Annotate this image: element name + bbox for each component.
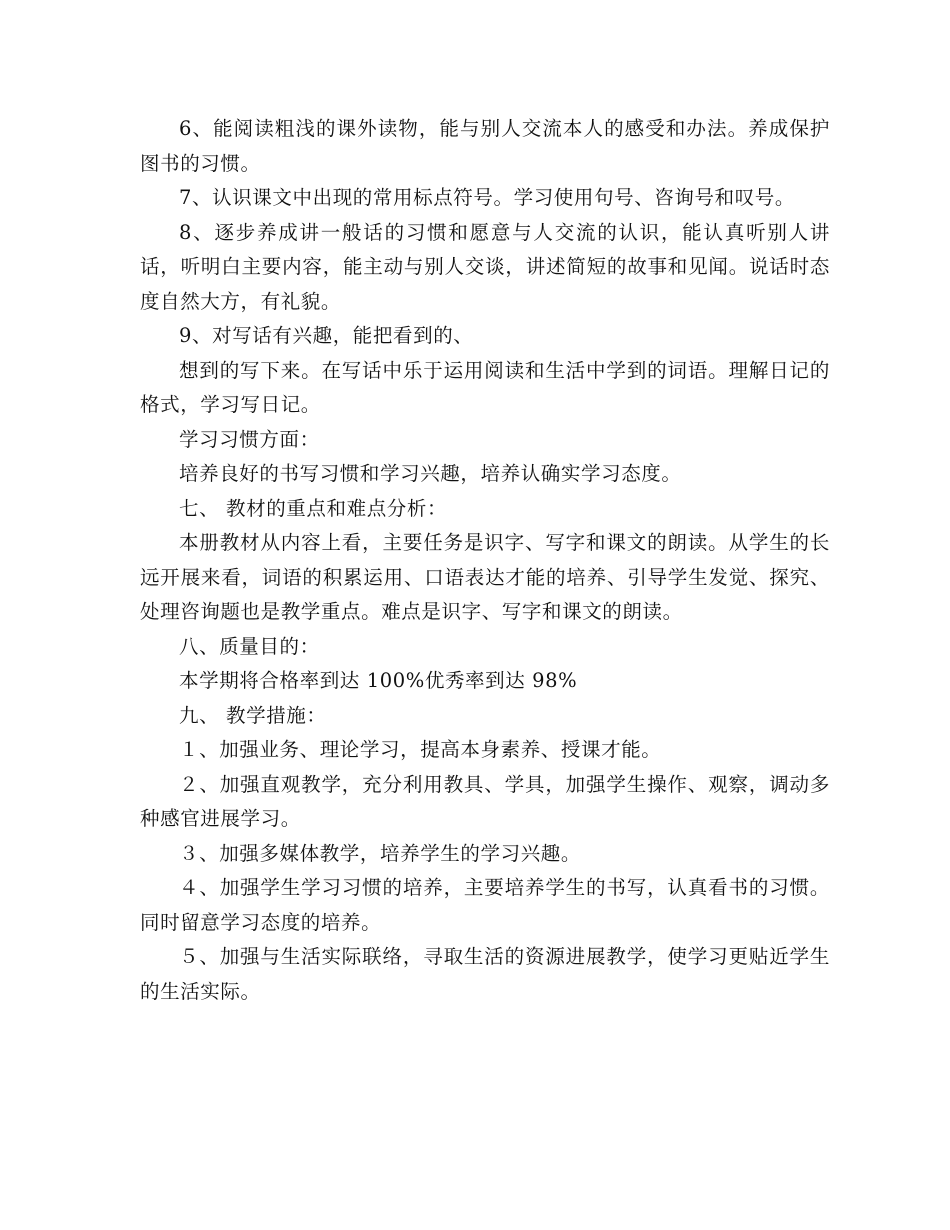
paragraph-9: 9、对写话有兴趣，能把看到的、 bbox=[179, 324, 474, 347]
section-8-text: 本学期将合格率到达 100%优秀率到达 98% bbox=[179, 669, 578, 692]
section-7-text: 本册教材从内容上看，主要任务是识字、写字和课文的朗读。从学生的长远开展来看，词语的积累运用、口语表达才能的培养、引导学生发觉、探究、处理咨询题也是教学重点。难点是识字、写字和课文的朗读。 bbox=[140, 531, 830, 623]
section-9-heading: 九、 教学措施： bbox=[179, 703, 327, 727]
section-8-heading: 八、质量目的： bbox=[179, 634, 320, 658]
measure-3: ３、加强多媒体教学，培养学生的学习兴趣。 bbox=[179, 841, 582, 865]
paragraph-8: 8、逐步养成讲一般话的习惯和愿意与人交流的认识，能认真听别人讲话，听明白主要内容，能主动与别人交谈，讲述简短的故事和见闻。说话时态度自然大方，有礼貌。 bbox=[140, 220, 830, 313]
study-habits-text: 培养良好的书写习惯和学习兴趣，培养认确实学习态度。 bbox=[179, 462, 682, 485]
paragraph-6: 6、能阅读粗浅的课外读物，能与别人交流本人的感受和办法。养成保护图书的习惯。 bbox=[140, 117, 830, 175]
document-body bbox=[140, 112, 830, 1009]
measure-2: ２、加强直观教学，充分利用教具、学具，加强学生操作、观察，调动多种感官进展学习。 bbox=[140, 772, 830, 830]
section-7-heading: 七、 教材的重点和难点分析： bbox=[179, 496, 448, 520]
study-habits-heading: 学习习惯方面： bbox=[179, 427, 320, 451]
measure-4: ４、加强学生学习习惯的培养，主要培养学生的书写，认真看书的习惯。同时留意学习态度的培养。 bbox=[140, 876, 830, 934]
measure-1: １、加强业务、理论学习，提高本身素养、授课才能。 bbox=[179, 738, 662, 761]
paragraph-7: 7、认识课文中出现的常用标点符号。学习使用句号、咨询号和叹号。 bbox=[179, 186, 796, 209]
measure-5: ５、加强与生活实际联络，寻取生活的资源进展教学，使学习更贴近学生的生活实际。 bbox=[140, 945, 830, 1003]
paragraph-9-continued: 想到的写下来。在写话中乐于运用阅读和生活中学到的词语。理解日记的格式，学习写日记。 bbox=[140, 358, 830, 416]
